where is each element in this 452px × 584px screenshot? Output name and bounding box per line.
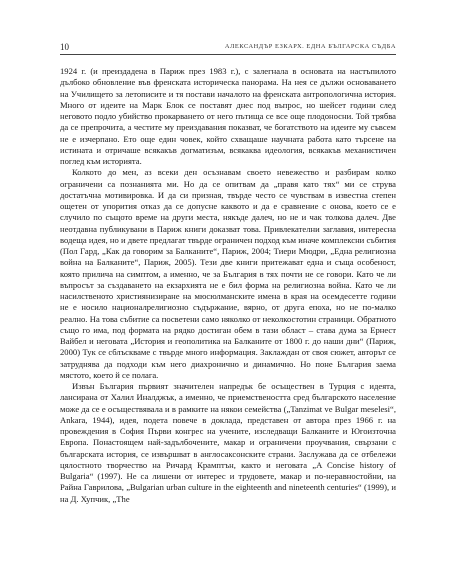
page-number: 10 <box>60 42 69 52</box>
header-rule <box>60 54 396 55</box>
paragraph-3: Извън България първият значителен напредък бе осъществен в Турция с идеята, лансирана от Халил Иналджък, а именно, че приемствеността сред българското население може да се е осъществявала и в рамките на някои семейства („Tanzimat ve Bulgar meselesi“, Ankara, 1944), идея, подета повече в доклада, представен от автора през 1966 г. на провеждения в София Първи конгрес на учените, изследващи Балканите и Югоизточна Европа. Понастоящем най-задълбочените, макар и ограничени проучвания, свързани с българската история, се извършват в англосаксонските страни. Заслужава да се отбележи цялостното творчество на Ричард Крамптън, както и неговата „A Concise history of Bulgaria“ (1997). Не са лишени от интерес и трудовете, макар и по-неравностойни, на Райна Гаврилова, „Bulgarian urban culture in the eighteenth and nineteenth centuries“ (1999), и на Д. Хупчик, „The <box>60 381 396 504</box>
running-head <box>60 42 396 54</box>
paragraph-1: 1924 г. (и преиздадена в Париж през 1983 г.), с залегнала в основата на настъпилото дълбоко обновление във френската историческа панорама. На нея се дължи основаването на Училището за летописите и тя постави началото на френската антропологична история. Много от идеите на Марк Блок се поставят днес под въпрос, но шейсет години след неговото подло убийство прокарването от него пътища се все още плодоносни. Той трябва да се препрочита, а честите му преиздавания показват, че богатството на идеите му съвсем не е изчерпано. Ето още един човек, който схващаше научната работа като търсене на истината и отричаше всякакъв догматизъм, всякаква идеология, всякакъв механистичен поглед към историята. <box>60 66 396 166</box>
body-text <box>60 66 396 505</box>
running-title: АЛЕКСАНДЪР ЕЗКАРХ. ЕДНА БЪЛГАРСКА СЪДБА <box>224 43 396 50</box>
paragraph-2: Колкото до мен, аз всеки ден осъзнавам своето невежество и разбирам колко ограничени са познанията ми. Но да се опитвам да „правя като тях“ ми се струва достатъчна мотивировка. И да си призная, твърде често се чувствам в известна степен ощетен от упорития отказ да се допусне каквото и да е сравнение с онова, което се е случило по същото време на други места, някъде далеч, но не и чак толкова далеч. Две неотдавна публикувани в Париж книги доказват това. Привлекателни заглавия, интересна водеща идея, но и двете предлагат твърде ограничен подход към иначе комплексни събития (Пол Гард, „Как да говорим за Балканите“, Париж, 2004; Тиери Мюдри, „Една религиозна война на Балканите“, Париж, 2005). Тези две книги притежават една и съща особеност, която прилича на симптом, а именно, че за България в тях почти не се говори. Като че ли въпросът за създаването на екзархията не е бил форма на религиозна война. Като че ли насилственото християнизиране на мюсюлманските имена в края на осемдесетте години не е носило националрелигиозно съдържание, вярно, от друга епоха, но не по-малко реално. На това събитие са посветени само няколко от неколкостотин страници. Обратното също го има, под формата на рядко достиган обем в тази област – става дума за Ернест Вайбел и неговата „История и геополитика на Балканите от 1800 г. до наши дни“ (Париж, 2000) Тук се сблъскваме с твърде много информация. Заклаждан от своя сюжет, авторът се затруднява да подходи към него диахронично и динамично. Но поне България заема мястото, което й се полага. <box>60 167 396 380</box>
